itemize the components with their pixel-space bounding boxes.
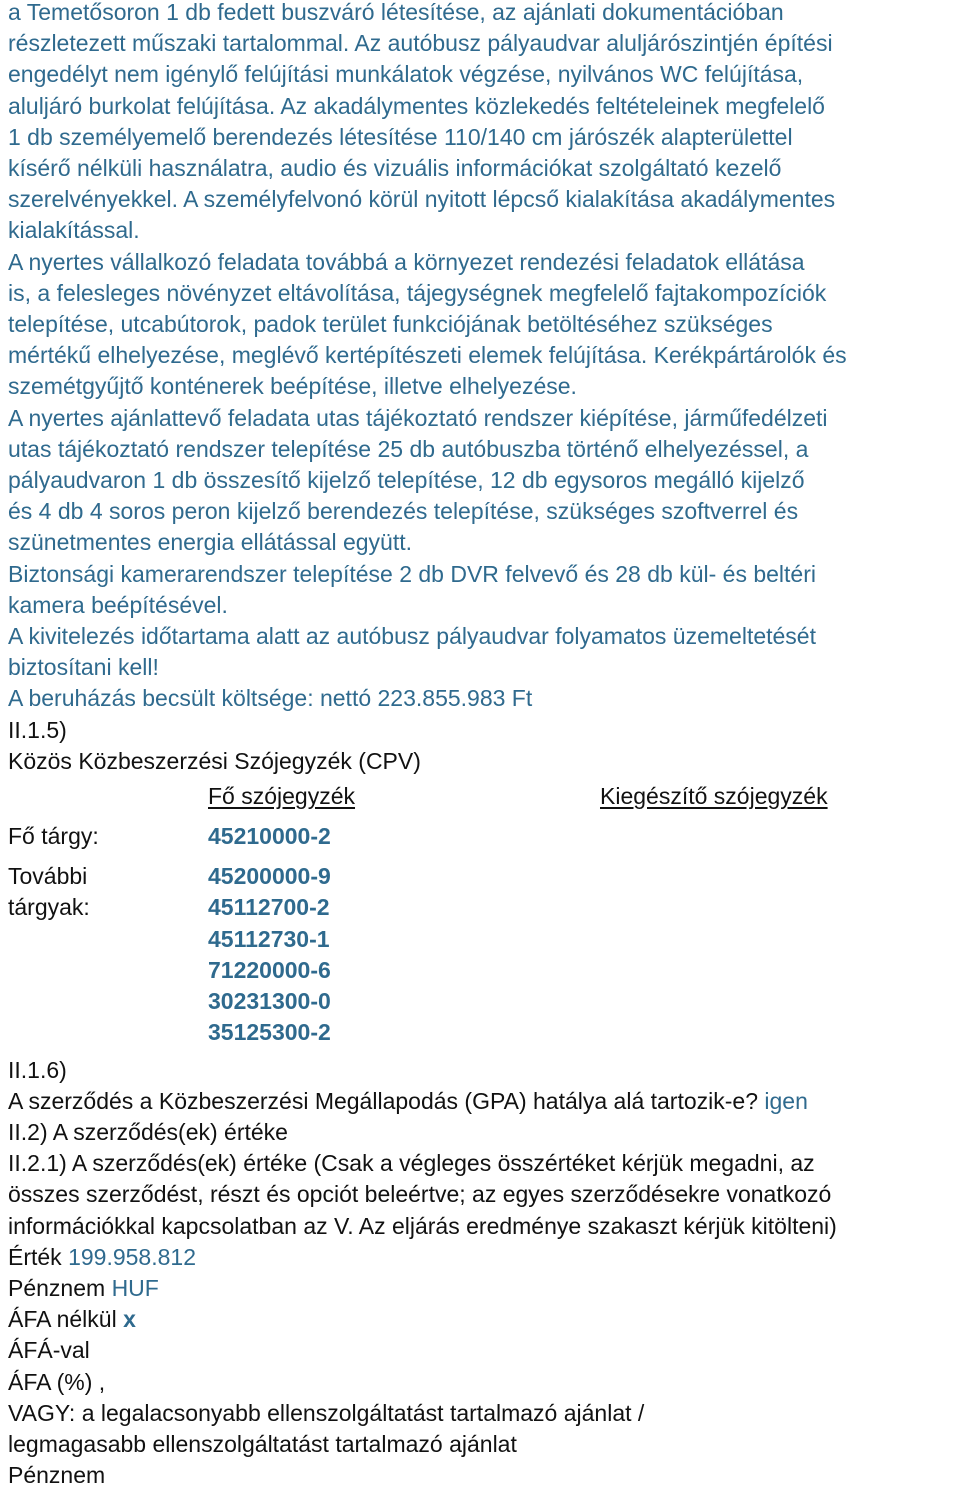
currency-value: HUF — [111, 1274, 159, 1301]
cpv-title: Közös Közbeszerzési Szójegyzék (CPV) — [8, 747, 421, 774]
cpv-main-object-label: Fő tárgy: — [8, 823, 99, 850]
gpa-question: A szerződés a Közbeszerzési Megállapodás (GPA) hatálya alá tartozik-e? igen — [8, 1087, 808, 1114]
currency: Pénznem HUF — [8, 1274, 159, 1301]
cpv-other-objects-label: További tárgyak: — [8, 863, 90, 921]
cpv-main-object-code: 45210000-2 — [208, 823, 331, 850]
vat-excluded: ÁFA nélkül x — [8, 1306, 136, 1333]
cpv-code: 45112730-1 — [208, 925, 330, 952]
section-number-ii-1-5: II.1.5) — [8, 716, 67, 743]
cpv-supplementary-vocabulary-header: Kiegészítő szójegyzék — [600, 783, 828, 810]
contract-value-amount: 199.958.812 — [68, 1243, 196, 1270]
currency-2: Pénznem — [8, 1462, 106, 1489]
cpv-column-headers — [8, 781, 952, 821]
paragraph-passenger-info-system: A nyertes ajánlattevő feladata utas tájékoztató rendszer kiépítése, járműfedélzeti utas tájékoztató rendszer telepítése 25 db autóbuszba történő elhelyezéssel, a pályaudvaron 1 db összesítő kijelző telepítése, 12 db egysoros megálló kijelző és 4 db 4 soros peron kijelző berendezés telepítése, szükséges szoftverrel és szünetmentes energia ellátással együtt. — [8, 404, 828, 556]
cpv-code: 30231300-0 — [208, 988, 331, 1015]
cpv-code: 71220000-6 — [208, 956, 331, 983]
cpv-other-objects-codes — [208, 861, 331, 1048]
paragraph-continuous-operation: A kivitelezés időtartama alatt az autóbusz pályaudvar folyamatos üzemeltetését biztosítani kell! — [8, 623, 816, 681]
cpv-main-object-row — [8, 821, 952, 852]
cpv-code: 45200000-9 — [208, 863, 331, 890]
cpv-code: 35125300-2 — [208, 1019, 331, 1046]
or-lowest-highest-offer: VAGY: a legalacsonyabb ellenszolgáltatást tartalmazó ajánlat / legmagasabb ellenszolgáltatást tartalmazó ajánlat — [8, 1399, 645, 1457]
cpv-code: 45112700-2 — [208, 894, 330, 921]
cpv-other-objects-row — [8, 861, 952, 1048]
vat-percent: ÁFA (%) , — [8, 1368, 106, 1395]
vat-excluded-mark: x — [123, 1306, 136, 1333]
paragraph-environment-tasks: A nyertes vállalkozó feladata továbbá a környezet rendezési feladatok ellátása is, a felesleges növényzet eltávolítása, tájegységnek megfelelő fajtakompozíciók telepítése, utcabútorok, padok terület funkciójának betöltéséhez szükséges mértékű elhelyezése, meglévő kertépítészeti elemek felújítása. Kerékpártárolók és szemétgyűjtő konténerek beépítése, illetve elhelyezése. — [8, 248, 847, 400]
vat-included: ÁFÁ-val — [8, 1337, 90, 1364]
section-ii-2-title: II.2) A szerződés(ek) értéke — [8, 1118, 288, 1145]
contract-value: Érték 199.958.812 — [8, 1243, 196, 1270]
cpv-main-vocabulary-header: Fő szójegyzék — [208, 783, 356, 810]
estimated-cost: A beruházás becsült költsége: nettó 223.855.983 Ft — [8, 685, 533, 712]
section-ii-2-1-text: II.2.1) A szerződés(ek) értéke (Csak a végleges összértéket kérjük megadni, az összes szerződést, részt és opciót beleértve; az egyes szerződésekre vonatkozó információkkal kapcsolatban az V. Az eljárás eredménye szakaszt kérjük kitölteni) — [8, 1150, 837, 1239]
gpa-answer: igen — [764, 1087, 808, 1114]
paragraph-project-description: a Temetősoron 1 db fedett buszváró létesítése, az ajánlati dokumentációban részletezett műszaki tartalommal. Az autóbusz pályaudvar aluljárószintjén építési engedélyt nem igénylő felújítási munkálatok végzése, nyilvános WC felújítása, aluljáró burkolat felújítása. Az akadálymentes közlekedés feltételeinek megfelelő 1 db személyemelő berendezés létesítése 110/140 cm járószék alapterülettel kísérő nélküli használatra, audio és vizuális információkat szolgáltató kezelő szerelvényekkel. A személyfelvonó körül nyitott lépcső kialakítása akadálymentes kialakítással. — [8, 0, 836, 244]
section-number-ii-1-6: II.1.6) — [8, 1056, 67, 1083]
paragraph-security-cameras: Biztonsági kamerarendszer telepítése 2 db DVR felvevő és 28 db kül- és beltéri kamera beépítésével. — [8, 560, 816, 618]
